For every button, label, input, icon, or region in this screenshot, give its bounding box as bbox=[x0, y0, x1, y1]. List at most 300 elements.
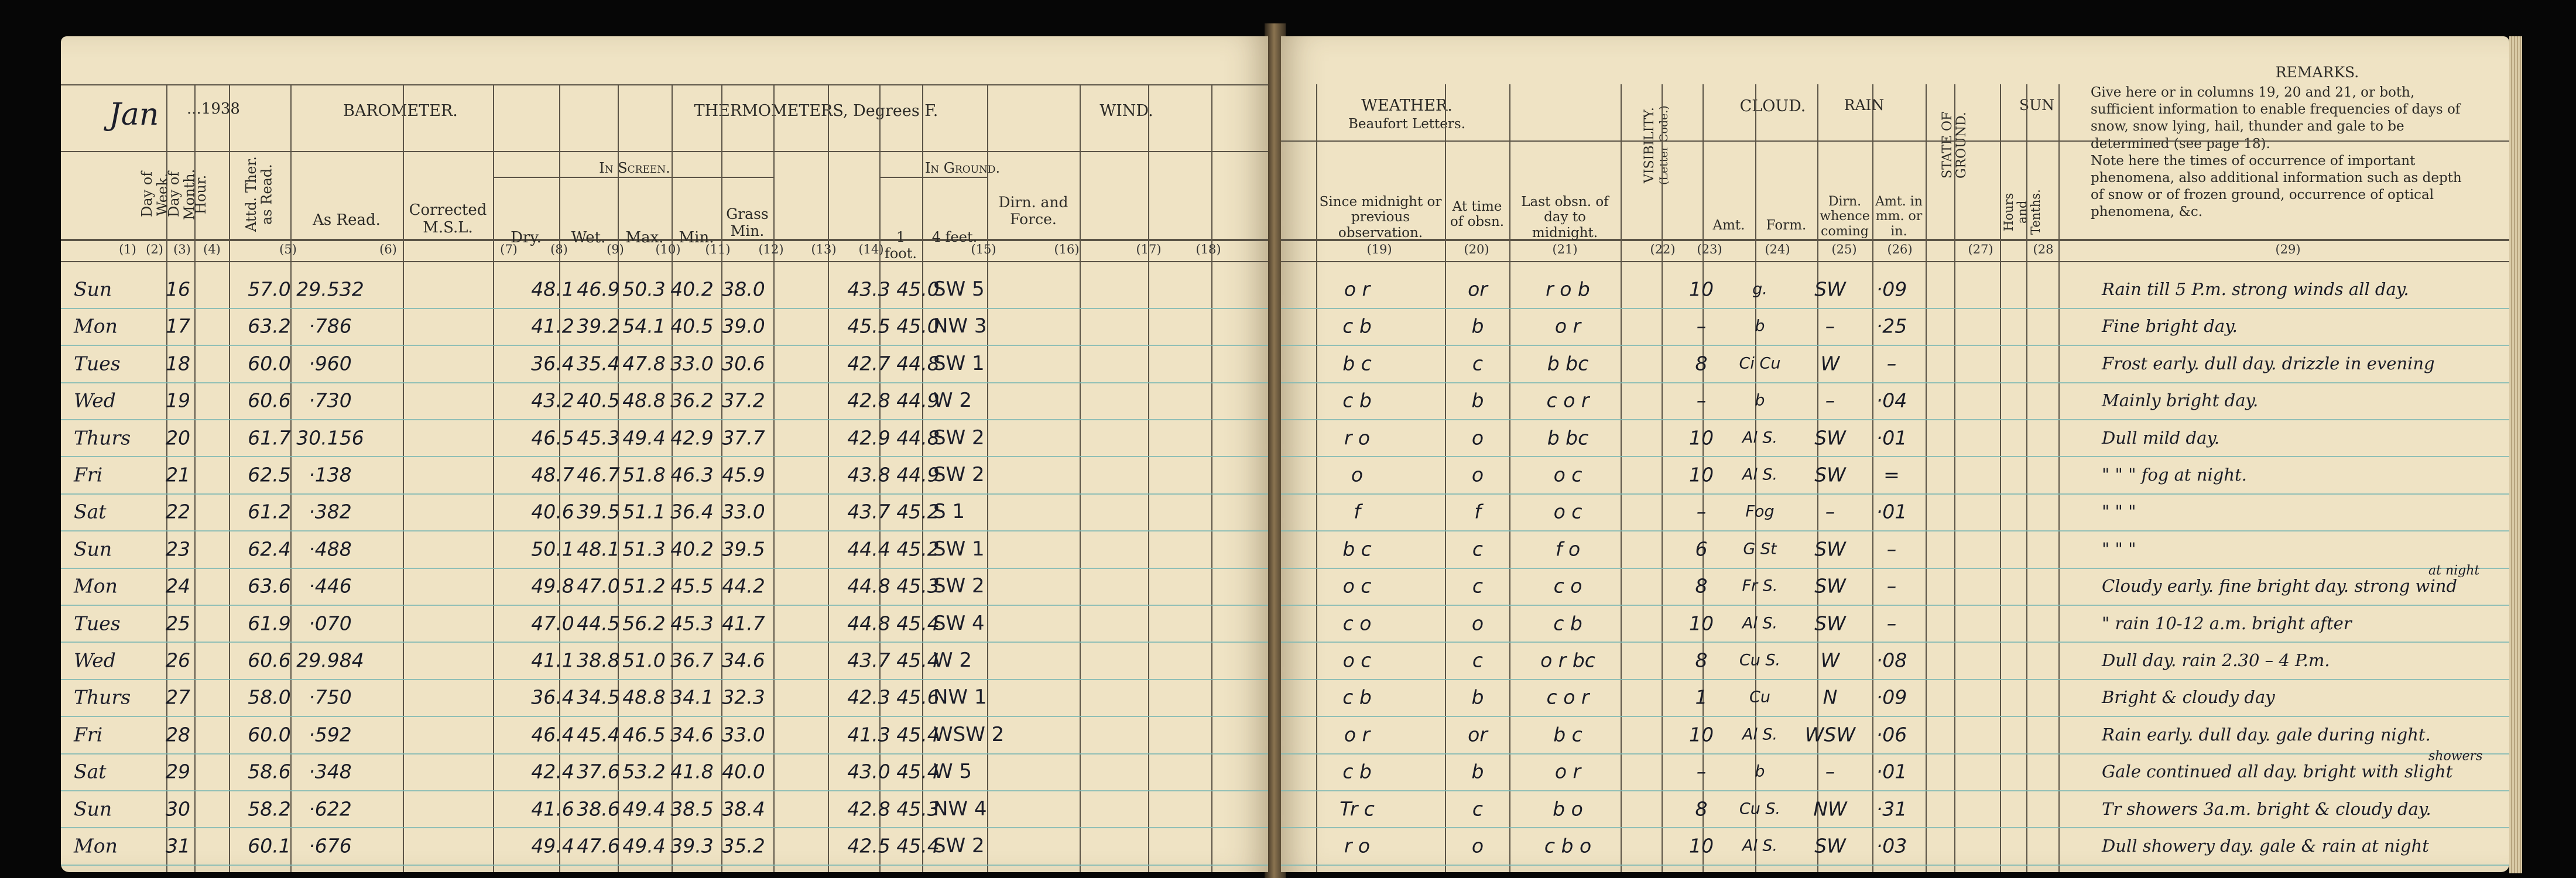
cell-last: c o r bbox=[1546, 389, 1590, 412]
cell-dirn: SW bbox=[1814, 463, 1846, 486]
cell-since: o r bbox=[1344, 277, 1371, 301]
cell-dom: 17 bbox=[166, 314, 190, 338]
cell-wet: 47.0 bbox=[577, 574, 620, 598]
cell-wind: NW 3 bbox=[933, 314, 987, 338]
row-rule bbox=[1281, 530, 2509, 531]
subheader-hour: Hour. bbox=[193, 174, 209, 214]
cell-last: o c bbox=[1553, 500, 1582, 523]
header-rule bbox=[1281, 140, 2509, 142]
cell-min: 34.1 bbox=[670, 685, 714, 709]
cell-asread: 29.984 bbox=[296, 649, 364, 672]
remark: " " " fog at night. bbox=[2102, 465, 2247, 485]
cell-grass: 32.3 bbox=[722, 685, 765, 709]
cell-wet: 34.5 bbox=[577, 685, 620, 709]
cell-attd: 57.0 bbox=[248, 277, 291, 301]
cell-ft1: 44.8 bbox=[847, 612, 890, 635]
cell-dirn: NW bbox=[1813, 797, 1847, 821]
cell-min: 40.2 bbox=[670, 277, 714, 301]
day-of-week: Thurs bbox=[74, 685, 131, 709]
cell-at: c bbox=[1472, 352, 1484, 375]
cell-wind: W 2 bbox=[933, 649, 972, 672]
cell-min: 40.5 bbox=[670, 314, 714, 338]
day-of-week: Sun bbox=[74, 797, 112, 821]
cell-dry: 41.1 bbox=[531, 649, 574, 672]
cell-amt: 6 bbox=[1695, 537, 1708, 561]
cell-dry: 41.2 bbox=[531, 314, 574, 338]
cell-since: o r bbox=[1344, 723, 1371, 746]
cell-at: o bbox=[1471, 612, 1484, 635]
wind-heading: WIND. bbox=[1099, 102, 1153, 120]
cell-last: o c bbox=[1553, 463, 1582, 486]
cell-wet: 39.2 bbox=[577, 314, 620, 338]
cell-wind: SW 2 bbox=[933, 834, 985, 858]
column-number: (5) bbox=[279, 242, 297, 256]
cell-wind: NW 1 bbox=[933, 685, 987, 709]
cell-since: f bbox=[1354, 500, 1361, 523]
cell-wet: 45.3 bbox=[577, 426, 620, 450]
row-rule bbox=[61, 308, 1268, 309]
cell-form: Cu S. bbox=[1739, 800, 1781, 818]
cell-rain: ·25 bbox=[1876, 314, 1907, 338]
cell-attd: 61.7 bbox=[248, 426, 291, 450]
column-number: (27) bbox=[1968, 242, 1993, 256]
cell-dom: 26 bbox=[166, 649, 190, 672]
cell-dom: 27 bbox=[166, 685, 190, 709]
row-rule bbox=[61, 568, 1268, 569]
cell-max: 48.8 bbox=[622, 389, 666, 412]
column-number: (23) bbox=[1697, 242, 1722, 256]
cell-since: c b bbox=[1342, 685, 1372, 709]
cell-max: 51.3 bbox=[622, 537, 666, 561]
cell-asread: 29.532 bbox=[296, 277, 364, 301]
cell-rain: – bbox=[1886, 352, 1897, 375]
day-of-week: Wed bbox=[74, 389, 116, 412]
cell-min: 41.8 bbox=[670, 760, 714, 783]
cell-form: b bbox=[1755, 317, 1765, 335]
cell-amt: 10 bbox=[1689, 463, 1714, 486]
cell-attd: 58.2 bbox=[248, 797, 291, 821]
right-page bbox=[1281, 36, 2509, 872]
subheader-since-midnight: Since midnight or previous observation. bbox=[1319, 194, 1442, 241]
remark: Cloudy early. fine bright day. strong wind bbox=[2102, 576, 2458, 596]
cell-ft1: 42.5 bbox=[847, 834, 890, 858]
cell-dom: 30 bbox=[166, 797, 190, 821]
cell-dirn: W bbox=[1820, 649, 1840, 672]
cell-ft4: 45.2 bbox=[896, 537, 940, 561]
cell-at: f bbox=[1474, 500, 1481, 523]
subheader-dirn-force: Dirn. and Force. bbox=[998, 194, 1068, 228]
column-number: (26) bbox=[1887, 242, 1913, 256]
column-number: (15) bbox=[971, 242, 996, 256]
cell-amt: 8 bbox=[1695, 352, 1708, 375]
cell-ft1: 44.4 bbox=[847, 537, 890, 561]
cell-rain: – bbox=[1886, 612, 1897, 635]
subheader-last-obsn: Last obsn. of day to midnight. bbox=[1521, 194, 1609, 241]
subheader-at-time: At time of obsn. bbox=[1450, 199, 1505, 230]
cell-ft4: 45.0 bbox=[896, 314, 940, 338]
cell-at: or bbox=[1468, 723, 1488, 746]
cell-dirn: SW bbox=[1814, 834, 1846, 858]
cell-grass: 37.2 bbox=[722, 389, 765, 412]
cell-at: c bbox=[1472, 574, 1484, 598]
cell-max: 49.4 bbox=[622, 797, 666, 821]
cell-form: Cu bbox=[1749, 688, 1770, 706]
day-of-week: Sat bbox=[74, 760, 107, 783]
cell-wind: SW 2 bbox=[933, 574, 985, 598]
subheader-max: Max. bbox=[625, 229, 664, 246]
cell-ft1: 41.3 bbox=[847, 723, 890, 746]
page-edges bbox=[2509, 36, 2522, 873]
cell-wet: 37.6 bbox=[577, 760, 620, 783]
cell-ft1: 42.8 bbox=[847, 797, 890, 821]
cell-max: 54.1 bbox=[622, 314, 666, 338]
cell-max: 46.5 bbox=[622, 723, 666, 746]
remark: Bright & cloudy day bbox=[2102, 687, 2275, 708]
cell-at: b bbox=[1471, 389, 1484, 412]
row-rule bbox=[61, 493, 1268, 495]
cell-max: 49.4 bbox=[622, 426, 666, 450]
subheader-as-read: As Read. bbox=[313, 211, 381, 229]
cell-last: b bc bbox=[1547, 426, 1589, 450]
cell-dry: 46.4 bbox=[531, 723, 574, 746]
thermometers-heading: THERMOMETERS, Degrees F. bbox=[694, 102, 938, 120]
cell-wind: NW 4 bbox=[933, 797, 987, 821]
cell-dirn: N bbox=[1823, 685, 1838, 709]
remarks-instruction-2: Note here the times of occurrence of important phenomena, also additional information such as depth of snow or of frozen ground, occurrence of optical phenomena, &c. bbox=[2091, 153, 2462, 220]
cell-asread: ·960 bbox=[309, 352, 352, 375]
cell-since: o bbox=[1351, 463, 1364, 486]
remark: Mainly bright day. bbox=[2102, 390, 2259, 411]
cell-min: 42.9 bbox=[670, 426, 714, 450]
cell-ft4: 45.3 bbox=[896, 797, 940, 821]
cell-amt: 10 bbox=[1689, 612, 1714, 635]
cell-min: 38.5 bbox=[670, 797, 714, 821]
cell-ft4: 45.6 bbox=[896, 685, 940, 709]
cell-rain: ·04 bbox=[1876, 389, 1907, 412]
cell-ft4: 45.4 bbox=[896, 834, 940, 858]
column-number: (13) bbox=[811, 242, 837, 256]
cell-amt: – bbox=[1696, 760, 1707, 783]
cell-max: 56.2 bbox=[622, 612, 666, 635]
subheader-one-foot: 1 foot. bbox=[884, 229, 917, 262]
cell-rain: ·01 bbox=[1876, 760, 1907, 783]
column-number: (20) bbox=[1464, 242, 1489, 256]
cell-dry: 49.4 bbox=[531, 834, 574, 858]
column-number: (9) bbox=[607, 242, 624, 256]
column-number: (11) bbox=[705, 242, 731, 256]
remarks-instruction-1: Give here or in columns 19, 20 and 21, or both, sufficient information to enable frequencies of days of snow, snow lying, hail, thunder and gale to be determined (see page 18). bbox=[2091, 85, 2461, 152]
row-rule bbox=[61, 827, 1268, 828]
subheader-attd-ther: Attd. Ther. as Read. bbox=[243, 156, 275, 232]
column-number: (28 bbox=[2033, 242, 2054, 256]
column-number: (12) bbox=[758, 242, 784, 256]
column-number: (22) bbox=[1650, 242, 1676, 256]
cell-rain: – bbox=[1886, 537, 1897, 561]
remark: Dull day. rain 2.30 – 4 P.m. bbox=[2102, 650, 2330, 670]
column-number: (14) bbox=[858, 242, 884, 256]
cell-dom: 31 bbox=[166, 834, 190, 858]
cell-form: Al S. bbox=[1742, 836, 1778, 855]
cell-rain: ·09 bbox=[1876, 277, 1907, 301]
remark: " " " bbox=[2102, 502, 2136, 522]
cell-min: 33.0 bbox=[670, 352, 714, 375]
cell-since: c b bbox=[1342, 314, 1372, 338]
cell-grass: 39.0 bbox=[722, 314, 765, 338]
cell-asread: ·592 bbox=[309, 723, 352, 746]
cell-since: b c bbox=[1342, 352, 1372, 375]
row-rule bbox=[1281, 419, 2509, 420]
cell-dirn: W bbox=[1820, 352, 1840, 375]
state-of-ground-heading: STATE OF GROUND. bbox=[1940, 111, 1969, 179]
in-ground-heading: In Ground. bbox=[924, 160, 1001, 176]
column-number: (1) bbox=[119, 242, 136, 256]
day-of-week: Mon bbox=[74, 574, 118, 598]
row-rule bbox=[61, 530, 1268, 531]
cell-dirn: SW bbox=[1814, 537, 1846, 561]
cell-wet: 38.6 bbox=[577, 797, 620, 821]
subheader-day-of-month: Day of Month. bbox=[166, 169, 198, 220]
cell-rain: = bbox=[1883, 463, 1900, 486]
cell-wet: 44.5 bbox=[577, 612, 620, 635]
remark: Gale continued all day. bright with slight bbox=[2102, 762, 2453, 782]
row-rule bbox=[1281, 642, 2509, 643]
subheader-hours-tenths: Hours and Tenths. bbox=[2002, 189, 2043, 235]
cell-ft4: 44.8 bbox=[896, 352, 940, 375]
cell-form: Cu S. bbox=[1739, 651, 1781, 670]
cell-ft1: 42.7 bbox=[847, 352, 890, 375]
header-rule bbox=[61, 151, 1268, 152]
cell-dry: 48.7 bbox=[531, 463, 574, 486]
cell-amt: – bbox=[1696, 500, 1707, 523]
day-of-week: Sat bbox=[74, 500, 107, 523]
cell-max: 50.3 bbox=[622, 277, 666, 301]
subheader-amt: Amt. bbox=[1712, 218, 1745, 233]
cell-last: o r bbox=[1554, 314, 1581, 338]
cell-last: b o bbox=[1553, 797, 1583, 821]
cell-last: c o r bbox=[1546, 685, 1590, 709]
cell-wind: SW 5 bbox=[933, 277, 985, 301]
cell-attd: 60.6 bbox=[248, 649, 291, 672]
column-number: (19) bbox=[1366, 242, 1392, 256]
cell-ft4: 45.0 bbox=[896, 277, 940, 301]
row-rule bbox=[61, 716, 1268, 717]
cell-last: c b o bbox=[1544, 834, 1592, 858]
cell-ft1: 43.0 bbox=[847, 760, 890, 783]
cell-attd: 60.0 bbox=[248, 723, 291, 746]
row-rule bbox=[61, 753, 1268, 754]
column-number-rule bbox=[61, 261, 1268, 262]
cell-at: c bbox=[1472, 797, 1484, 821]
cell-wind: SW 2 bbox=[933, 426, 985, 450]
cell-at: or bbox=[1468, 277, 1488, 301]
cell-amt: 8 bbox=[1695, 649, 1708, 672]
day-of-week: Tues bbox=[74, 352, 121, 375]
cell-ft4: 45.4 bbox=[896, 723, 940, 746]
cell-form: Fr S. bbox=[1742, 577, 1778, 595]
cell-last: c b bbox=[1553, 612, 1582, 635]
row-rule bbox=[61, 605, 1268, 606]
cell-amt: 10 bbox=[1689, 426, 1714, 450]
month-handwritten: Jan bbox=[109, 97, 159, 132]
subheader-dirn-whence: Dirn. whence coming bbox=[1820, 194, 1870, 239]
row-rule bbox=[61, 679, 1268, 680]
cell-wet: 40.5 bbox=[577, 389, 620, 412]
cell-attd: 63.2 bbox=[248, 314, 291, 338]
cell-dirn: – bbox=[1825, 314, 1835, 338]
column-number: (6) bbox=[379, 242, 397, 256]
cell-attd: 58.0 bbox=[248, 685, 291, 709]
cell-since: b c bbox=[1342, 537, 1372, 561]
cell-since: r o bbox=[1344, 426, 1371, 450]
remark-note: showers bbox=[2428, 749, 2483, 764]
cell-at: o bbox=[1471, 426, 1484, 450]
cell-last: f o bbox=[1555, 537, 1581, 561]
day-of-week: Fri bbox=[74, 463, 103, 486]
cell-wet: 39.5 bbox=[577, 500, 620, 523]
cell-amt: – bbox=[1696, 314, 1707, 338]
column-number: (21) bbox=[1552, 242, 1578, 256]
cell-wind: WSW 2 bbox=[933, 722, 1005, 746]
cell-rain: ·06 bbox=[1876, 723, 1907, 746]
subheader-grass-min: Grass Min. bbox=[726, 205, 769, 239]
row-rule bbox=[1281, 605, 2509, 606]
cell-rain: ·03 bbox=[1876, 834, 1907, 858]
cell-asread: ·488 bbox=[309, 537, 352, 561]
cell-amt: 1 bbox=[1695, 685, 1708, 709]
cell-rain: ·08 bbox=[1876, 649, 1907, 672]
row-rule bbox=[61, 382, 1268, 383]
column-number: (7) bbox=[500, 242, 518, 256]
row-rule bbox=[1281, 716, 2509, 717]
cell-since: c o bbox=[1342, 612, 1372, 635]
cell-dom: 25 bbox=[166, 612, 190, 635]
subheader-four-feet: 4 feet. bbox=[931, 229, 978, 245]
column-number: (3) bbox=[173, 242, 191, 256]
cell-asread: ·382 bbox=[309, 500, 352, 523]
cell-dirn: SW bbox=[1814, 574, 1846, 598]
cell-attd: 60.6 bbox=[248, 389, 291, 412]
column-number: (10) bbox=[655, 242, 681, 256]
cell-max: 48.8 bbox=[622, 685, 666, 709]
column-number: (16) bbox=[1054, 242, 1080, 256]
cell-wet: 46.9 bbox=[577, 277, 620, 301]
day-of-week: Mon bbox=[74, 834, 118, 858]
remark: " rain 10-12 a.m. bright after bbox=[2102, 613, 2352, 633]
cell-attd: 61.9 bbox=[248, 612, 291, 635]
cell-at: b bbox=[1471, 760, 1484, 783]
cell-asread: ·070 bbox=[309, 612, 352, 635]
day-of-week: Fri bbox=[74, 723, 103, 746]
cell-amt: 10 bbox=[1689, 277, 1714, 301]
cell-ft1: 43.7 bbox=[847, 649, 890, 672]
row-rule bbox=[61, 419, 1268, 420]
cell-max: 51.0 bbox=[622, 649, 666, 672]
cell-attd: 60.1 bbox=[248, 834, 291, 858]
cell-wet: 38.8 bbox=[577, 649, 620, 672]
cell-wind: SW 1 bbox=[933, 351, 985, 375]
cell-form: Fog bbox=[1745, 502, 1775, 521]
cell-asread: ·786 bbox=[309, 314, 352, 338]
remark: Frost early. dull day. drizzle in evening bbox=[2102, 353, 2435, 373]
cell-dry: 48.1 bbox=[531, 277, 574, 301]
cell-wind: W 5 bbox=[933, 760, 972, 784]
column-number: (2) bbox=[146, 242, 163, 256]
cell-rain: ·09 bbox=[1876, 685, 1907, 709]
cell-dom: 20 bbox=[166, 426, 190, 450]
column-number: (29) bbox=[2275, 242, 2301, 256]
day-of-week: Sun bbox=[74, 277, 112, 301]
cell-amt: – bbox=[1696, 389, 1707, 412]
remarks-heading: REMARKS. bbox=[2275, 64, 2359, 81]
day-of-week: Mon bbox=[74, 314, 118, 338]
cell-min: 36.4 bbox=[670, 500, 714, 523]
cell-dirn: SW bbox=[1814, 612, 1846, 635]
subheader-dry: Dry. bbox=[511, 229, 542, 246]
remark: Rain till 5 P.m. strong winds all day. bbox=[2102, 279, 2409, 299]
column-number-rule bbox=[1281, 261, 2509, 262]
cell-min: 36.2 bbox=[670, 389, 714, 412]
cell-dirn: – bbox=[1825, 760, 1835, 783]
header-bottom-rule bbox=[1281, 239, 2509, 241]
cell-wind: SW 1 bbox=[933, 537, 985, 561]
cell-grass: 33.0 bbox=[722, 500, 765, 523]
cell-dom: 23 bbox=[166, 537, 190, 561]
row-rule bbox=[1281, 382, 2509, 383]
cell-form: Al S. bbox=[1742, 614, 1778, 633]
cell-dom: 24 bbox=[166, 574, 190, 598]
cell-ft4: 45.4 bbox=[896, 649, 940, 672]
cell-min: 46.3 bbox=[670, 463, 714, 486]
cell-dom: 22 bbox=[166, 500, 190, 523]
cell-attd: 58.6 bbox=[248, 760, 291, 783]
cell-grass: 34.6 bbox=[722, 649, 765, 672]
cell-dry: 47.0 bbox=[531, 612, 574, 635]
cell-ft1: 43.3 bbox=[847, 277, 890, 301]
row-rule bbox=[1281, 308, 2509, 309]
cell-ft4: 44.9 bbox=[896, 463, 940, 486]
cell-dry: 36.4 bbox=[531, 685, 574, 709]
cell-wet: 45.4 bbox=[577, 723, 620, 746]
cell-dom: 18 bbox=[166, 352, 190, 375]
cell-dom: 21 bbox=[166, 463, 190, 486]
row-rule bbox=[1281, 753, 2509, 754]
cell-ft1: 44.8 bbox=[847, 574, 890, 598]
cell-form: Al S. bbox=[1742, 725, 1778, 744]
cell-last: b bc bbox=[1547, 352, 1589, 375]
cell-asread: ·348 bbox=[309, 760, 352, 783]
cell-dry: 50.1 bbox=[531, 537, 574, 561]
cell-ft4: 44.9 bbox=[896, 389, 940, 412]
cell-grass: 41.7 bbox=[722, 612, 765, 635]
column-number: (4) bbox=[203, 242, 221, 256]
weather-heading: WEATHER. bbox=[1361, 97, 1453, 115]
column-number: (25) bbox=[1831, 242, 1857, 256]
cell-form: Al S. bbox=[1742, 428, 1778, 447]
day-of-week: Tues bbox=[74, 612, 121, 635]
cell-wind: S 1 bbox=[933, 500, 965, 524]
cell-dirn: WSW bbox=[1804, 723, 1856, 746]
cell-since: o c bbox=[1342, 574, 1372, 598]
cell-grass: 44.2 bbox=[722, 574, 765, 598]
subheader-min: Min. bbox=[679, 229, 714, 246]
cell-dry: 49.8 bbox=[531, 574, 574, 598]
cell-attd: 63.6 bbox=[248, 574, 291, 598]
row-rule bbox=[61, 642, 1268, 643]
cell-asread: ·138 bbox=[309, 463, 352, 486]
row-rule bbox=[61, 790, 1268, 791]
visibility-heading: VISIBILITY. (Letter Code.) bbox=[1642, 105, 1671, 185]
cell-ft1: 43.7 bbox=[847, 500, 890, 523]
